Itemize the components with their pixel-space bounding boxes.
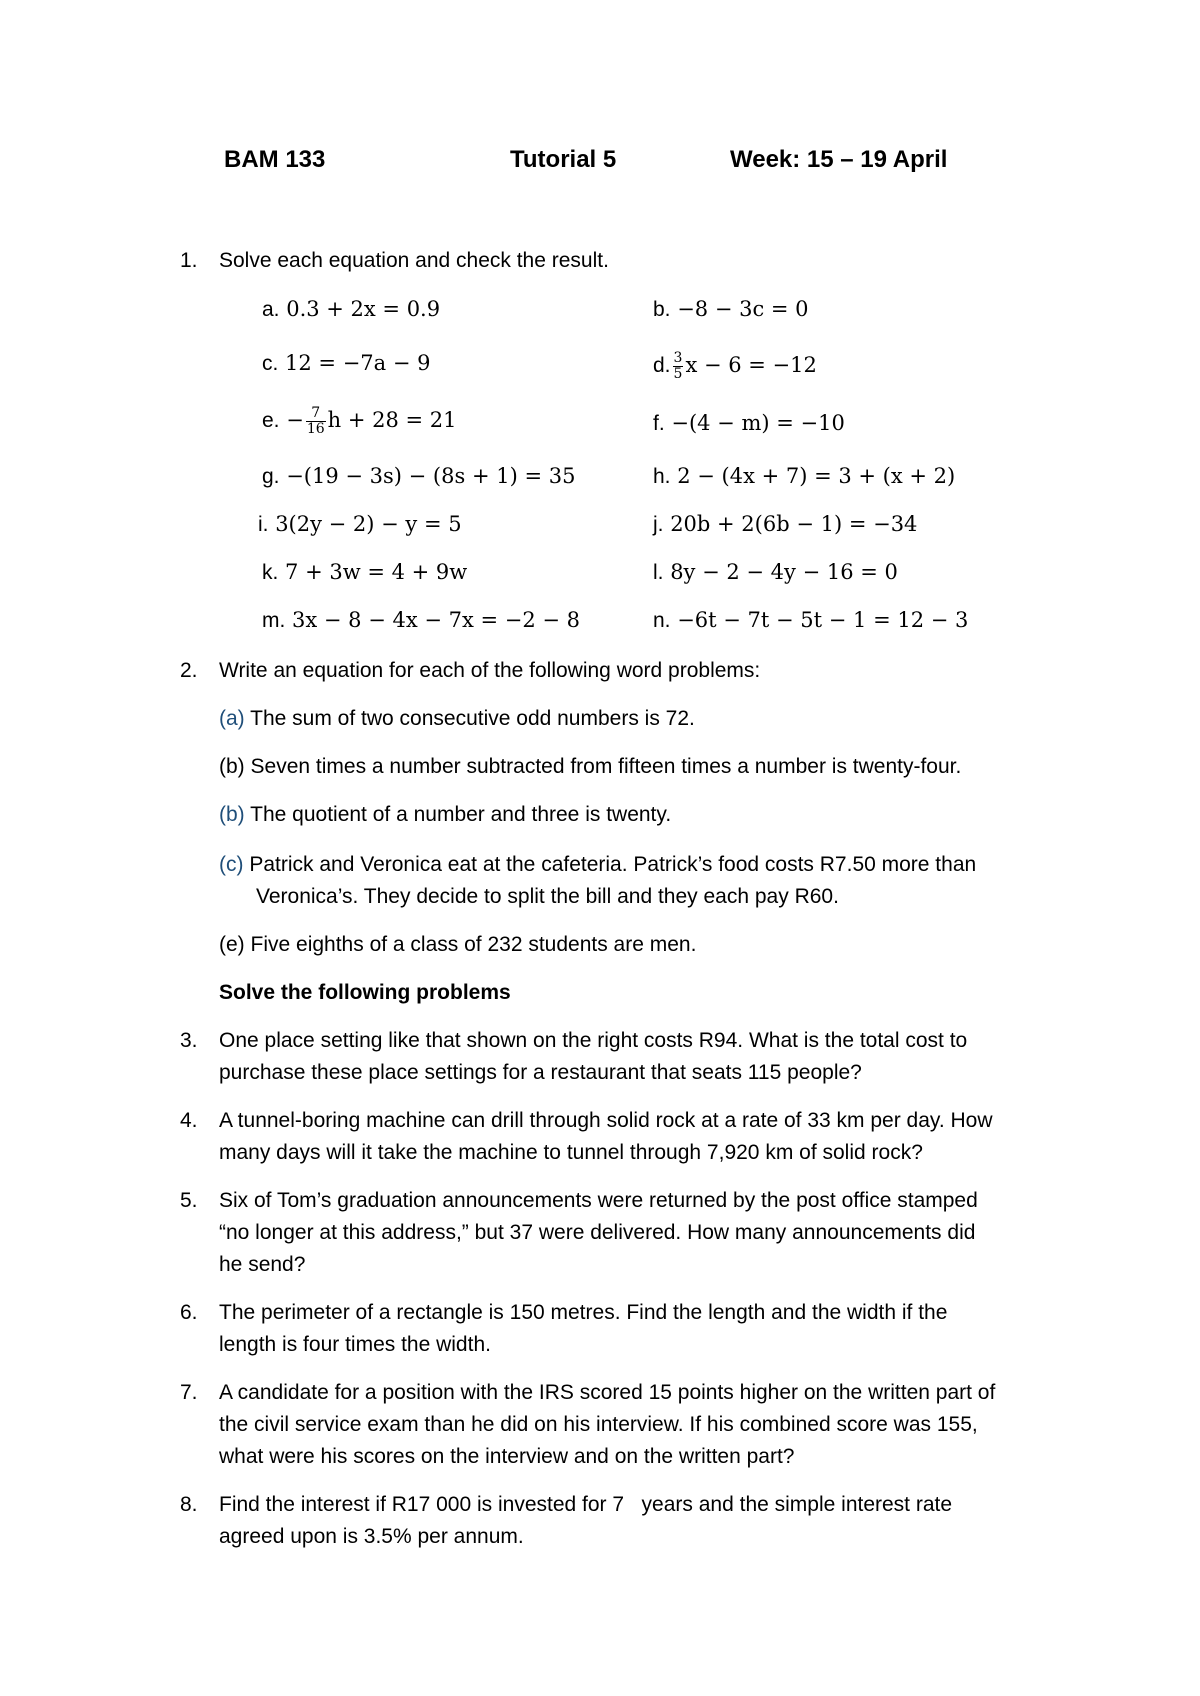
- equation-d: d. $\frac{3}{5}$ x − 6 = −12: [653, 350, 817, 382]
- equation-k: k. 7 + 3w = 4 + 9w: [262, 560, 468, 584]
- section-title: Solve the following problems: [219, 981, 511, 1004]
- problem-5-line-1: Six of Tom’s graduation announcements were returned by the post office stamped: [219, 1189, 978, 1212]
- problem-4-number: 4.: [180, 1109, 198, 1132]
- problem-3-line-1: One place setting like that shown on the right costs R94. What is the total cost to: [219, 1029, 968, 1052]
- equation-h: h. 2 − (4x + 7) = 3 + (x + 2): [653, 464, 956, 488]
- problem-3-number: 3.: [180, 1029, 198, 1052]
- equation-b: b. −8 − 3c = 0: [653, 297, 809, 321]
- problem-6-line-2: length is four times the width.: [219, 1333, 491, 1356]
- q2-item-b2: (b) The quotient of a number and three is twenty.: [219, 803, 672, 826]
- fraction-3-5: $\frac{3}{5}$: [673, 350, 683, 382]
- q2-item-c: (c) Patrick and Veronica eat at the cafeteria. Patrick’s food costs R7.50 more than: [219, 853, 977, 876]
- equation-m: m. 3x − 8 − 4x − 7x = −2 − 8: [262, 608, 581, 632]
- problem-5-line-2: “no longer at this address,” but 37 were delivered. How many announcements did: [219, 1221, 976, 1244]
- week-range: Week: 15 – 19 April: [730, 146, 948, 173]
- equation-f: f. −(4 − m) = −10: [653, 411, 845, 435]
- problem-8-number: 8.: [180, 1493, 198, 1516]
- equation-n: n. −6t − 7t − 5t − 1 = 12 − 3: [653, 608, 969, 632]
- equation-j: j. 20b + 2(6b − 1) = −34: [653, 512, 918, 536]
- problem-6-line-1: The perimeter of a rectangle is 150 metres. Find the length and the width if the: [219, 1301, 948, 1324]
- problem-5-number: 5.: [180, 1189, 198, 1212]
- problem-8-line-2: agreed upon is 3.5% per annum.: [219, 1525, 524, 1548]
- problem-7-line-2: the civil service exam than he did on his interview. If his combined score was 155,: [219, 1413, 978, 1436]
- q1-number: 1.: [180, 249, 198, 272]
- equation-a: a. 0.3 + 2x = 0.9: [262, 297, 441, 321]
- q2-item-e: (e) Five eighths of a class of 232 students are men.: [219, 933, 697, 956]
- problem-4-line-1: A tunnel-boring machine can drill through solid rock at a rate of 33 km per day. How: [219, 1109, 993, 1132]
- q2-number: 2.: [180, 659, 198, 682]
- equation-e: e. − $\frac{7}{16}$ h + 28 = 21: [262, 405, 457, 437]
- equation-i: i. 3(2y − 2) − y = 5: [258, 512, 462, 536]
- equation-l: l. 8y − 2 − 4y − 16 = 0: [653, 560, 898, 584]
- problem-5-line-3: he send?: [219, 1253, 306, 1276]
- q2-text: Write an equation for each of the following word problems:: [219, 659, 761, 682]
- q2-item-a: (a) The sum of two consecutive odd numbers is 72.: [219, 707, 695, 730]
- q1-text: Solve each equation and check the result.: [219, 249, 609, 272]
- problem-4-line-2: many days will it take the machine to tunnel through 7,920 km of solid rock?: [219, 1141, 923, 1164]
- problem-7-line-1: A candidate for a position with the IRS scored 15 points higher on the written part of: [219, 1381, 996, 1404]
- problem-8-line-1: Find the interest if R17 000 is invested for 7 years and the simple interest rate: [219, 1493, 953, 1516]
- problem-7-line-3: what were his scores on the interview and on the written part?: [219, 1445, 795, 1468]
- q2-item-b1: (b) Seven times a number subtracted from fifteen times a number is twenty-four.: [219, 755, 962, 778]
- fraction-7-16: $\frac{7}{16}$: [306, 405, 325, 437]
- equation-g: g. −(19 − 3s) − (8s + 1) = 35: [262, 464, 576, 488]
- problem-7-number: 7.: [180, 1381, 198, 1404]
- tutorial-title: Tutorial 5: [510, 146, 617, 173]
- problem-3-line-2: purchase these place settings for a restaurant that seats 115 people?: [219, 1061, 862, 1084]
- course-code: BAM 133: [224, 146, 326, 173]
- equation-c: c. 12 = −7a − 9: [262, 351, 431, 375]
- q2-item-c-cont: Veronica’s. They decide to split the bill and they each pay R60.: [256, 885, 839, 908]
- problem-6-number: 6.: [180, 1301, 198, 1324]
